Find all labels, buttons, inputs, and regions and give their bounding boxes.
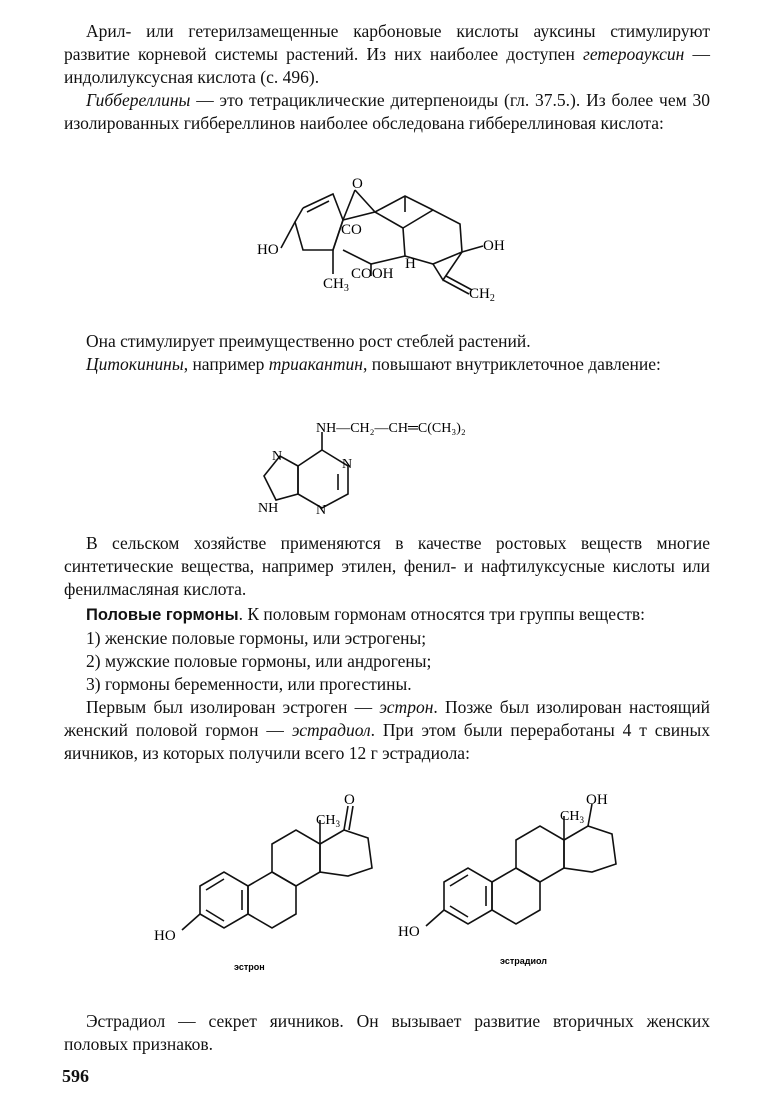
triacanthine-structure xyxy=(250,410,550,520)
estradiol-structure xyxy=(396,786,646,976)
paragraph-auxins: Арил- или гетерилзамещенные карбоновые кислоты ауксины стимулируют развитие корневой системы растений. Из них наиболее доступен гетероауксин — индолилуксусная кислота (с. 496). xyxy=(64,21,710,87)
page-number: 596 xyxy=(62,1066,89,1086)
list-item: 3) гормоны беременности, или прогестины. xyxy=(86,674,412,694)
estrone-label: эстрон xyxy=(234,962,265,972)
gibb-ho: HO xyxy=(257,242,279,258)
paragraph-stem-growth: Она стимулирует преимущественно рост стеблей растений. xyxy=(86,331,531,351)
page-body-3 xyxy=(64,532,710,765)
cyto-chain: NH—CH₂—CH═C(CH₃)₂ xyxy=(316,421,466,436)
gibb-o: O xyxy=(352,176,363,192)
paragraph-agriculture: В сельском хозяйстве применяются в качестве ростовых веществ многие синтетические вещества, например этилен, фенил- и нафтилуксусные кислоты или фенилмасляная кислота. xyxy=(64,533,710,599)
paragraph-estrogen: Первым был изолирован эстроген — эстрон. Позже был изолирован настоящий женский половой гормон — эстрадиол. При этом были переработаны 4 т свиных яичников, из которых получили всего 12 г эстрадиола: xyxy=(64,697,710,763)
gibberellic-acid-structure xyxy=(255,170,525,305)
paragraph-gibberellins: Гиббереллины — это тетрациклические дитерпеноиды (гл. 37.5.). Из более чем 30 изолированных гиббереллинов наиболее обследована гиббереллиновая кислота: xyxy=(64,90,710,133)
estrone-structure xyxy=(148,790,398,980)
estradiol-oh: OH xyxy=(586,792,608,808)
list-item: 1) женские половые гормоны, или эстрогены; xyxy=(86,628,427,648)
gibb-oh: OH xyxy=(483,238,505,254)
page-body-2 xyxy=(64,330,710,376)
estradiol-label: эстрадиол xyxy=(500,956,548,966)
page-body-4 xyxy=(64,1010,710,1056)
cyto-nh: NH xyxy=(258,501,279,516)
page-body xyxy=(64,20,710,135)
term-gibberellins: Гиббереллины xyxy=(86,90,191,110)
paragraph-estradiol: Эстрадиол — секрет яичников. Он вызывает развитие вторичных женских половых признаков. xyxy=(64,1011,710,1054)
cyto-n1: N xyxy=(342,457,353,472)
estrone-ch3: $CH_3$ xyxy=(316,813,340,829)
cyto-n2: N xyxy=(316,503,327,518)
gibb-cooh: COOH xyxy=(351,266,394,282)
term-heteroauxin: гетероауксин xyxy=(583,44,685,64)
cyto-n3: N xyxy=(272,449,283,464)
estrone-o: O xyxy=(344,792,355,808)
gibb-co: CO xyxy=(341,222,362,238)
paragraph-cytokinins: Цитокинины, например триакантин, повышают внутриклеточное давление: xyxy=(86,354,661,374)
list-item: 2) мужские половые гормоны, или андрогены; xyxy=(86,651,432,671)
estrone-ho: HO xyxy=(154,928,176,944)
estradiol-ch3: $CH_3$ xyxy=(560,809,584,825)
gibb-ch2: $CH_2$ xyxy=(469,286,495,304)
heading-sex-hormones: Половые гормоны xyxy=(86,606,239,624)
gibb-h: H xyxy=(405,256,416,272)
estradiol-ho: HO xyxy=(398,924,420,940)
gibb-ch3: $CH_3$ xyxy=(323,276,349,294)
paragraph-sex-hormones: Половые гормоны. К половым гормонам относятся три группы веществ: xyxy=(86,604,646,624)
